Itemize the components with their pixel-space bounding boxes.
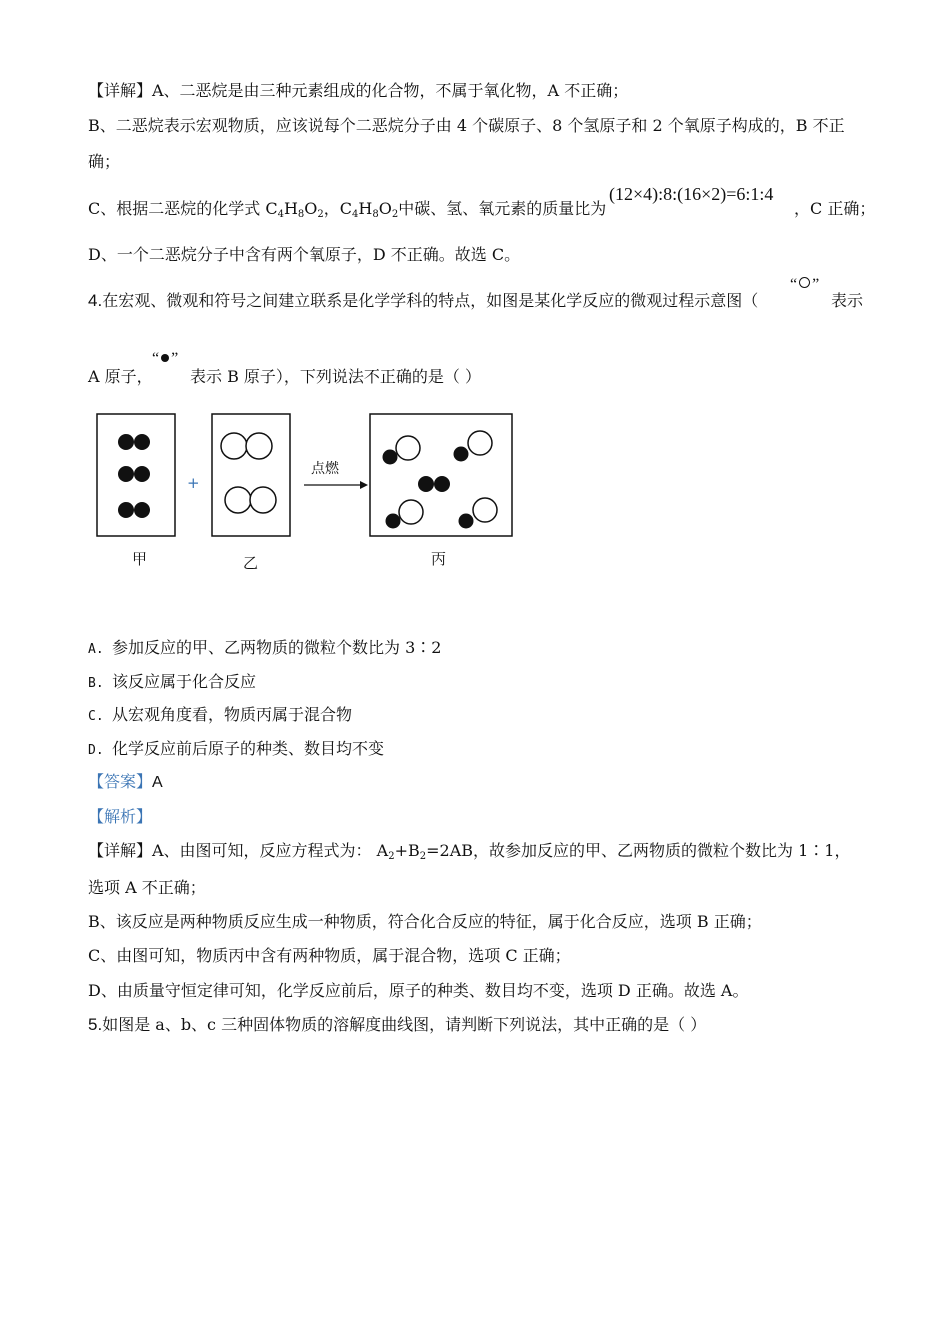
option-b: B. 该反应属于化合反应 [88, 672, 257, 691]
plus-sign: + [187, 474, 200, 492]
analysis-label: 【解析】 [88, 807, 153, 826]
question-4-stem-line-2a: A 原子， [88, 367, 153, 386]
molecule-a2-2 [118, 466, 150, 482]
detail-line-2: B、二恶烷表示宏观物质，应该说每个二恶烷分子由 4 个碳原子、8 个氢原子和 2 个氧原子构成的，B 不正 [88, 116, 845, 135]
molecule-ab-3 [386, 500, 424, 529]
q4-detail-line-1: 【详解】A、由图可知，反应方程式为： $A_2+B_2=2AB$，故参加反应的甲、乙两物质的微粒个数比为 1∶1， [88, 841, 851, 862]
detail-line-5: D、一个二恶烷分子中含有两个氧原子，D 不正确。故选 C。 [88, 245, 521, 264]
option-a: A. 参加反应的甲、乙两物质的微粒个数比为 3∶2 [88, 638, 442, 657]
detail-line-4-text-a: C、根据二恶烷的化学式 C [88, 199, 278, 218]
molecule-ab-2 [454, 431, 493, 462]
question-4-stem-line-1-end: 表示 [831, 291, 864, 310]
option-c: C. 从宏观角度看，物质丙属于混合物 [88, 705, 353, 724]
arrow-head-icon [360, 481, 368, 489]
open-atom-icon [799, 277, 810, 288]
answer-value: A [152, 774, 163, 791]
detail-line-4-end: ，C 正确； [794, 199, 876, 218]
filled-circle-symbol: “ ” [152, 350, 179, 367]
question-4-stem-line-2b: 表示 B 原子），下列说法不正确的是（ ） [190, 367, 482, 386]
question-4-stem-line-1: 4.在宏观、微观和符号之间建立联系是化学学科的特点，如图是某化学反应的微观过程示意图（ [88, 291, 759, 310]
answer-label: 【答案】 [88, 772, 153, 791]
q4-detail-line-5: D、由质量守恒定律可知，化学反应前后，原子的种类、数目均不变，选项 D 正确。故选 A。 [88, 981, 749, 1000]
label-bing: 丙 [431, 550, 447, 568]
reaction-diagram [92, 408, 522, 583]
q4-detail-line-3: B、该反应是两种物质反应生成一种物质，符合化合反应的特征，属于化合反应，选项 B 正确； [88, 912, 762, 931]
molecule-a2-product [418, 476, 450, 492]
arrow-condition-label: 点燃 [311, 461, 339, 477]
question-4-number: 4. [88, 291, 103, 310]
q4-detail-line-2: 选项 A 不正确； [88, 878, 206, 897]
question-5-number: 5. [88, 1015, 103, 1034]
molecule-b2-1 [221, 433, 272, 459]
detail-line-3: 确； [88, 152, 121, 171]
answer-line [88, 771, 163, 794]
molecule-ab-4 [459, 498, 498, 529]
label-jia: 甲 [132, 550, 148, 568]
molecule-a2-3 [118, 502, 150, 518]
molecule-ab-1 [383, 436, 421, 465]
mass-ratio-formula: (12×4):8:(16×2)=6:1:4 [609, 184, 774, 204]
q4-detail-line-4: C、由图可知，物质丙中含有两种物质，属于混合物，选项 C 正确； [88, 946, 571, 965]
detail-line-4: C、根据二恶烷的化学式 $C_4H_8O_2$，$C_4H_8O_2$中碳、氢、氧元素的质量比为 [88, 199, 607, 220]
open-circle-symbol: “ ” [790, 276, 820, 293]
question-5-stem: 5.如图是 a、b、c 三种固体物质的溶解度曲线图，请判断下列说法，其中正确的是（ ） [88, 1015, 707, 1034]
detail-line-4-text-b: 中碳、氢、氧元素的质量比为 [398, 199, 607, 218]
label-yi: 乙 [243, 554, 259, 572]
detail-line-1: 【详解】A、二恶烷是由三种元素组成的化合物，不属于氧化物，A 不正确； [88, 81, 629, 100]
box-yi [212, 414, 290, 536]
option-d: D. 化学反应前后原子的种类、数目均不变 [88, 739, 385, 758]
filled-atom-icon [161, 354, 169, 362]
molecule-a2-1 [118, 434, 150, 450]
molecule-b2-2 [225, 487, 276, 513]
